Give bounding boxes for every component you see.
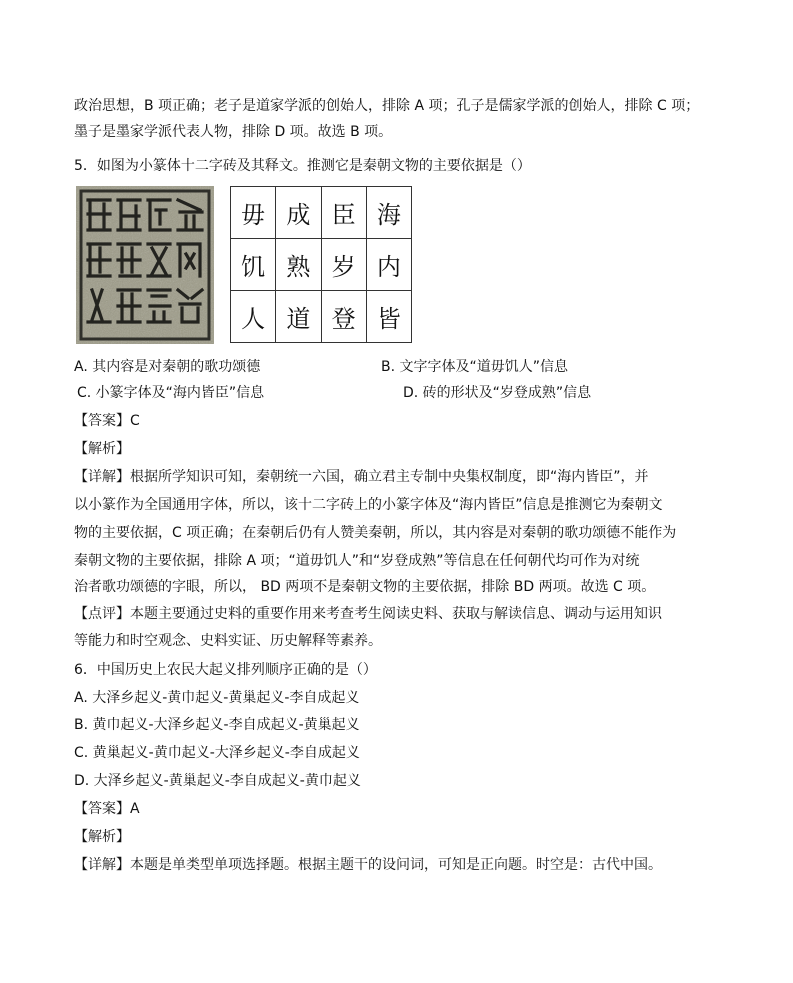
detail-line: 秦朝文物的主要依据，排除 A 项；“道毋饥人”和“岁登成熟”等信息在任何朝代均可作为对统 (74, 553, 640, 569)
analysis-label: 【解析】 (74, 829, 130, 845)
option-b: B. 文字字体及“道毋饥人”信息 (381, 359, 569, 375)
answer-label: 【答案】A (74, 801, 140, 817)
comment-line: 等能力和时空观念、史料实证、历史解释等素养。 (74, 633, 382, 649)
comment-line: 【点评】本题主要通过史料的重要作用来考查考生阅读史料、获取与解读信息、调动与运用知识 (74, 606, 662, 622)
detail-line: 【详解】根据所学知识可知，秦朝统一六国，确立君主专制中央集权制度，即“海内皆臣”，并 (74, 469, 649, 485)
grid-cell: 岁 (321, 239, 366, 291)
option-c: C. 黄巢起义-黄巾起义-大泽乡起义-李自成起义 (74, 745, 360, 761)
grid-cell: 成 (276, 187, 321, 239)
question-stem: 6．中国历史上农民大起义排列顺序正确的是（） (74, 662, 377, 678)
answer-label: 【答案】C (74, 413, 140, 429)
option-b: B. 黄巾起义-大泽乡起义-李自成起义-黄巢起义 (74, 717, 360, 733)
detail-line: 以小篆作为全国通用字体，所以，该十二字砖上的小篆字体及“海内皆臣”信息是推测它为秦朝文 (74, 497, 663, 513)
grid-cell: 人 (231, 291, 276, 343)
text-line: 政治思想，B 项正确；老子是道家学派的创始人，排除 A 项；孔子是儒家学派的创始人，排除 C 项； (74, 98, 700, 114)
detail-line: 治者歌功颂德的字眼，所以， BD 两项不是秦朝文物的主要依据，排除 BD 两项。故选 C 项。 (74, 579, 656, 595)
seal-brick-image (76, 186, 214, 344)
option-d: D. 大泽乡起义-黄巢起义-李自成起义-黄巾起义 (74, 773, 361, 789)
grid-cell: 道 (276, 291, 321, 343)
grid-cell: 饥 (231, 239, 276, 291)
grid-cell: 海 (366, 187, 411, 239)
grid-row (231, 291, 412, 343)
grid-cell: 登 (321, 291, 366, 343)
detail-line: 物的主要依据，C 项正确；在秦朝后仍有人赞美秦朝，所以，其内容是对秦朝的歌功颂德不能作为 (74, 525, 677, 541)
grid-cell: 熟 (276, 239, 321, 291)
grid-row (231, 239, 412, 291)
grid-cell: 臣 (321, 187, 366, 239)
option-a: A. 其内容是对秦朝的歌功颂德 (74, 359, 261, 375)
translation-grid (230, 186, 412, 343)
detail-line: 【详解】本题是单类型单项选择题。根据主题干的设问词，可知是正向题。时空是：古代中国。 (74, 857, 662, 873)
option-c: C. 小篆字体及“海内皆臣”信息 (77, 385, 265, 401)
option-a: A. 大泽乡起义-黄巾起义-黄巢起义-李自成起义 (74, 690, 360, 706)
text-line: 墨子是墨家学派代表人物，排除 D 项。故选 B 项。 (74, 124, 393, 140)
grid-cell: 毋 (231, 187, 276, 239)
grid-row (231, 187, 412, 239)
grid-cell: 内 (366, 239, 411, 291)
grid-cell: 皆 (366, 291, 411, 343)
analysis-label: 【解析】 (74, 441, 130, 457)
question-stem: 5．如图为小篆体十二字砖及其释文。推测它是秦朝文物的主要依据是（） (74, 158, 531, 174)
option-d: D. 砖的形状及“岁登成熟”信息 (403, 385, 592, 401)
